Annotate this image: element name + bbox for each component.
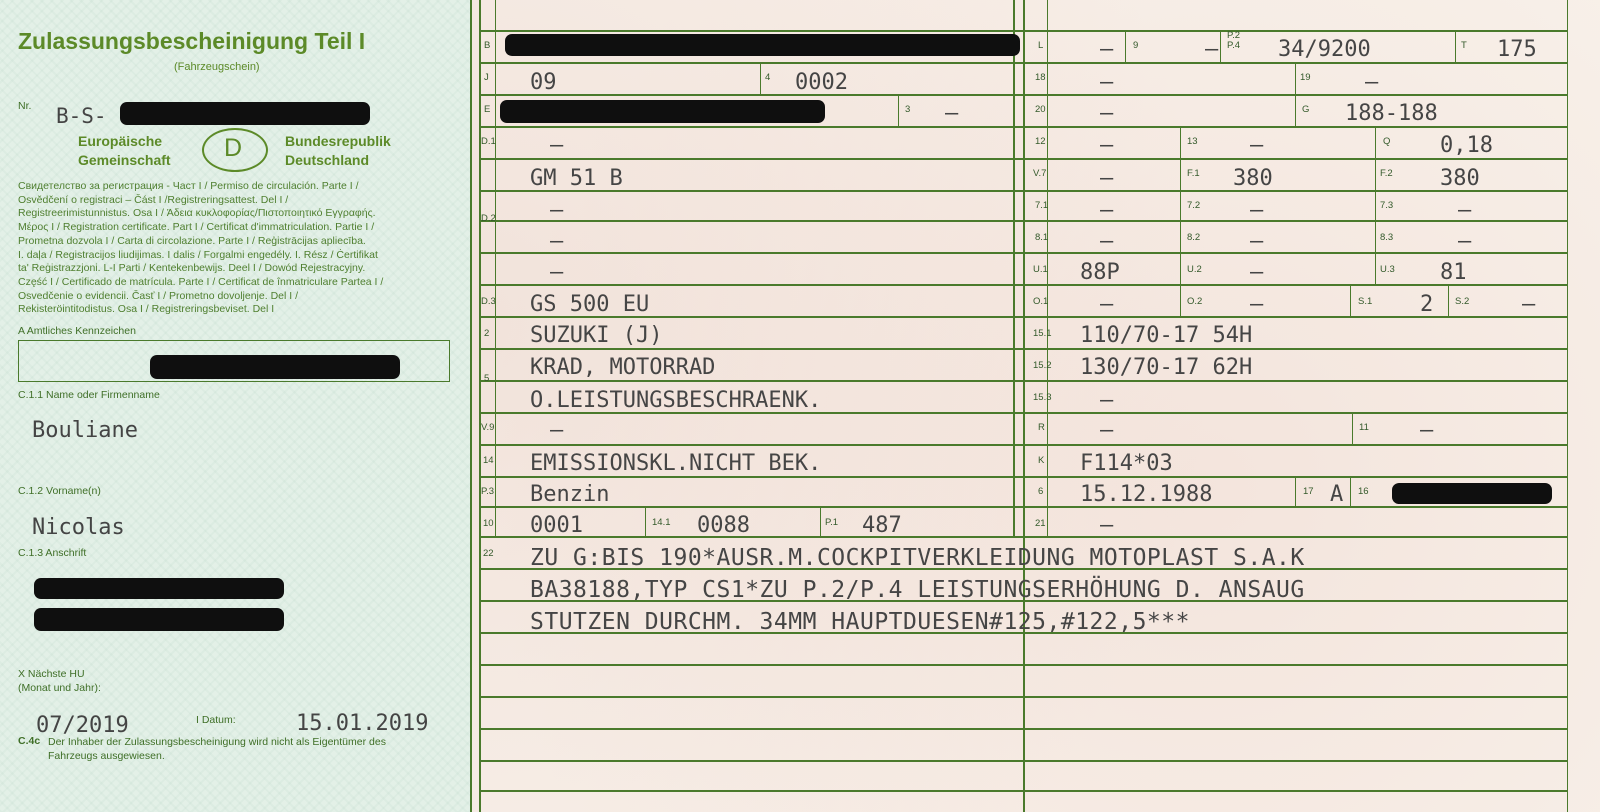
value-P2-P4: 34/9200 xyxy=(1278,37,1371,62)
cell-separator xyxy=(1375,190,1376,220)
cell-separator xyxy=(820,506,821,536)
nr-prefix: B-S- xyxy=(56,104,107,128)
document-title: Zulassungsbescheinigung Teil I xyxy=(18,28,366,54)
cell-separator xyxy=(1180,158,1181,190)
cell-separator xyxy=(1295,94,1296,126)
code-13: 13 xyxy=(1187,136,1198,147)
value-8-1: – xyxy=(1100,229,1114,254)
redaction-address-1 xyxy=(34,578,284,599)
row-line xyxy=(480,220,1567,222)
row-line xyxy=(480,444,1567,446)
code-G: G xyxy=(1302,104,1310,115)
value-10: 0001 xyxy=(530,513,583,538)
divider-right-edge xyxy=(1567,0,1568,812)
owner-note-code: C.4c xyxy=(18,735,41,747)
value-D2-1: GM 51 B xyxy=(530,166,623,191)
row-line xyxy=(480,30,1567,32)
code-4: 4 xyxy=(765,72,771,83)
firstname-label: C.1.2 Vorname(n) xyxy=(18,485,101,497)
cell-separator xyxy=(1448,284,1449,316)
value-K: F114*03 xyxy=(1080,451,1173,476)
value-8-3: – xyxy=(1458,229,1472,254)
redaction-E xyxy=(500,100,825,123)
value-J: 09 xyxy=(530,70,557,95)
holder-name: Bouliane xyxy=(32,418,138,443)
value-S1: 2 xyxy=(1420,292,1434,317)
cell-separator xyxy=(1350,284,1351,316)
value-L: – xyxy=(1100,37,1114,62)
hu-date: 07/2019 xyxy=(36,713,129,738)
value-7-3: – xyxy=(1458,198,1472,223)
code-J: J xyxy=(484,72,489,83)
redaction-address-2 xyxy=(34,608,284,631)
code-K: K xyxy=(1038,455,1045,466)
code-15-2: 15.2 xyxy=(1033,360,1052,371)
row-line xyxy=(480,380,1567,382)
redaction-plate xyxy=(150,355,400,379)
value-U1: 88P xyxy=(1080,260,1120,285)
cell-separator xyxy=(1180,252,1181,284)
cell-separator xyxy=(1352,412,1353,444)
code-U1: U.1 xyxy=(1033,264,1048,275)
hu-label: X Nächste HU (Monat und Jahr): xyxy=(18,668,101,694)
code-U2: U.2 xyxy=(1187,264,1202,275)
code-F1: F.1 xyxy=(1187,168,1200,179)
country-label: Bundesrepublik Deutschland xyxy=(285,133,391,168)
code-P2-P4: P.2 P.4 xyxy=(1227,30,1241,51)
value-14-1: 0088 xyxy=(697,513,750,538)
code-O2: O.2 xyxy=(1187,296,1203,307)
code-E: E xyxy=(484,104,491,115)
remark-line-2: BA38188,TYP CS1*ZU P.2/P.4 LEISTUNGSERHÖHUNG D. ANSAUG xyxy=(530,577,1305,603)
code-Q: Q xyxy=(1383,136,1391,147)
code-8-2: 8.2 xyxy=(1187,232,1201,243)
value-D2-3: – xyxy=(550,229,564,254)
cell-separator xyxy=(1220,30,1221,62)
remark-line-3: STUTZEN DURCHM. 34MM HAUPTDUESEN#125,#122,5*** xyxy=(530,609,1190,635)
code-8-1: 8.1 xyxy=(1035,232,1049,243)
code-D3: D.3 xyxy=(481,296,496,307)
value-P3: Benzin xyxy=(530,482,610,507)
value-15-1: 110/70-17 54H xyxy=(1080,323,1253,348)
value-21: – xyxy=(1100,513,1114,538)
cell-separator xyxy=(1295,62,1296,94)
value-17: A xyxy=(1330,482,1344,507)
value-Q: 0,18 xyxy=(1440,133,1493,158)
code-7-3: 7.3 xyxy=(1380,200,1394,211)
row-line xyxy=(480,536,1567,538)
divider-left-panel xyxy=(470,0,472,812)
cell-separator xyxy=(645,506,646,536)
value-F1: 380 xyxy=(1233,166,1273,191)
plate-label: A Amtliches Kennzeichen xyxy=(18,325,136,337)
issue-date-label: I Datum: xyxy=(196,714,236,726)
nr-label: Nr. xyxy=(18,100,32,112)
code-8-3: 8.3 xyxy=(1380,232,1394,243)
value-D2-4: – xyxy=(550,260,564,285)
value-D2-2: – xyxy=(550,198,564,223)
holder-firstname: Nicolas xyxy=(32,515,125,540)
code-18: 18 xyxy=(1035,72,1046,83)
value-4: 0002 xyxy=(795,70,848,95)
row-line xyxy=(480,790,1567,792)
value-18: – xyxy=(1100,70,1114,95)
code-F2: F.2 xyxy=(1380,168,1393,179)
divider-mid-right-b xyxy=(1023,0,1025,812)
code-6: 6 xyxy=(1038,486,1044,497)
value-13: – xyxy=(1250,133,1264,158)
value-U3: 81 xyxy=(1440,260,1467,285)
value-15-2: 130/70-17 62H xyxy=(1080,355,1253,380)
value-6: 15.12.1988 xyxy=(1080,482,1213,507)
value-D3: GS 500 EU xyxy=(530,292,650,317)
code-15-3: 15.3 xyxy=(1033,392,1052,403)
code-16: 16 xyxy=(1358,486,1369,497)
row-line xyxy=(480,476,1567,478)
cell-separator xyxy=(1350,476,1351,506)
cell-separator xyxy=(898,94,899,126)
code-7-1: 7.1 xyxy=(1035,200,1049,211)
code-2: 2 xyxy=(484,328,490,339)
value-R: – xyxy=(1100,418,1114,443)
redaction-B xyxy=(505,34,1020,56)
code-B: B xyxy=(484,40,491,51)
value-O2: – xyxy=(1250,292,1264,317)
row-line xyxy=(480,252,1567,254)
row-line xyxy=(480,126,1567,128)
divider-code-col xyxy=(495,0,496,536)
row-line xyxy=(480,664,1567,666)
code-11: 11 xyxy=(1359,422,1369,433)
row-line xyxy=(480,348,1567,350)
code-20: 20 xyxy=(1035,104,1046,115)
redaction-16 xyxy=(1392,483,1552,504)
code-17: 17 xyxy=(1303,486,1314,497)
code-O1: O.1 xyxy=(1033,296,1049,307)
value-3: – xyxy=(945,101,959,126)
code-L: L xyxy=(1038,40,1044,51)
owner-note: Der Inhaber der Zulassungsbescheinigung wird nicht als Eigentümer des Fahrzeugs ausgewiesen. xyxy=(48,736,386,762)
cell-separator xyxy=(1180,284,1181,316)
row-line xyxy=(480,62,1567,64)
value-7-2: – xyxy=(1250,198,1264,223)
code-S1: S.1 xyxy=(1358,296,1373,307)
address-label: C.1.3 Anschrift xyxy=(18,547,87,559)
cell-separator xyxy=(1180,220,1181,252)
code-P1: P.1 xyxy=(825,517,839,528)
eu-label: Europäische Gemeinschaft xyxy=(78,133,171,168)
value-11: – xyxy=(1420,418,1434,443)
code-D2: D.2 xyxy=(481,213,496,224)
name-label: C.1.1 Name oder Firmenname xyxy=(18,389,160,401)
cell-separator xyxy=(1125,30,1126,62)
code-14-1: 14.1 xyxy=(652,517,671,528)
divider-mid-right-a xyxy=(1013,0,1015,536)
code-3: 3 xyxy=(905,104,911,115)
value-O1: – xyxy=(1100,292,1114,317)
cell-separator xyxy=(760,62,761,94)
value-15-3: – xyxy=(1100,388,1114,413)
value-2: SUZUKI (J) xyxy=(530,323,663,348)
code-S2: S.2 xyxy=(1455,296,1470,307)
cell-separator xyxy=(1375,158,1376,190)
code-T: T xyxy=(1461,40,1467,51)
code-R: R xyxy=(1038,422,1045,433)
value-8-2: – xyxy=(1250,229,1264,254)
document-subtitle: (Fahrzeugschein) xyxy=(174,61,260,73)
cell-separator xyxy=(1295,476,1296,506)
code-21: 21 xyxy=(1035,518,1046,529)
code-U3: U.3 xyxy=(1380,264,1395,275)
code-5: 5 xyxy=(484,373,490,384)
value-G: 188-188 xyxy=(1345,101,1438,126)
code-22: 22 xyxy=(483,548,494,559)
cell-separator xyxy=(1180,190,1181,220)
row-line xyxy=(480,728,1567,730)
cell-separator xyxy=(1375,126,1376,158)
value-12: – xyxy=(1100,133,1114,158)
row-line xyxy=(480,506,1567,508)
value-S2: – xyxy=(1522,292,1536,317)
value-9: – xyxy=(1205,37,1219,62)
value-5-line2: O.LEISTUNGSBESCHRAENK. xyxy=(530,388,822,413)
code-19: 19 xyxy=(1300,72,1311,83)
code-14: 14 xyxy=(483,455,494,466)
code-15-1: 15.1 xyxy=(1033,328,1052,339)
redaction-nr xyxy=(120,102,370,125)
value-D1: – xyxy=(550,133,564,158)
value-20: – xyxy=(1100,101,1114,126)
code-9: 9 xyxy=(1133,40,1139,51)
value-7-1: – xyxy=(1100,198,1114,223)
code-7-2: 7.2 xyxy=(1187,200,1201,211)
code-V9: V.9 xyxy=(481,422,495,433)
cell-separator xyxy=(1375,220,1376,252)
country-code: D xyxy=(224,134,243,162)
issue-date: 15.01.2019 xyxy=(296,711,429,736)
row-line xyxy=(480,158,1567,160)
row-line xyxy=(480,284,1567,286)
cell-separator xyxy=(1375,252,1376,284)
value-P1: 487 xyxy=(862,513,902,538)
value-5-line1: KRAD, MOTORRAD xyxy=(530,355,716,380)
value-V9: – xyxy=(550,418,564,443)
row-line xyxy=(480,760,1567,762)
code-P3: P.3 xyxy=(481,486,495,497)
value-T: 175 xyxy=(1497,37,1537,62)
row-line xyxy=(480,696,1567,698)
value-F2: 380 xyxy=(1440,166,1480,191)
value-V7: – xyxy=(1100,166,1114,191)
value-U2: – xyxy=(1250,260,1264,285)
translations-block: Свидетелство за регистрация - Част I / Permiso de circulación. Parte I / Osvědčení o registraci – Část I /Registreringsattest. Del I / Registreerimistunnistus. Osa I / Άδεια κυκλοφορίας/Πιστοποιητικό Εγγραφής. Μέρος I / Registration certificate. Part I / Certificat d'immatriculation. Partie I / Prometna dozvola I / Carta di circolazione. Parte I / Reģistrācijas apliecība. I. daļa / Registracijos liudijimas. I dalis / Forgalmi engedély. I. Rész / Ċertifikat ta' Reġistrazzjoni. L-I Parti / Kentekenbewijs. Deel I / Dowód Rejestracyjny. Część I / Certificado de matrícula. Parte I / Certificat de înmatriculare Partea I / Osvedčenie o evidencii. Časť I / Prometno dovoljenje. Del I / Rekisteröintitodistus. Osa I / Registreringsbeviset. Del I xyxy=(18,180,384,316)
row-line xyxy=(480,94,1567,96)
code-10: 10 xyxy=(483,518,494,529)
cell-separator xyxy=(1455,30,1456,62)
value-14: EMISSIONSKL.NICHT BEK. xyxy=(530,451,822,476)
code-D1: D.1 xyxy=(481,136,496,147)
cell-separator xyxy=(1180,126,1181,158)
divider-mid-left xyxy=(479,0,481,812)
value-19: – xyxy=(1365,70,1379,95)
code-12: 12 xyxy=(1035,136,1046,147)
row-line xyxy=(480,190,1567,192)
code-V7: V.7 xyxy=(1033,168,1047,179)
remark-line-1: ZU G:BIS 190*AUSR.M.COCKPITVERKLEIDUNG MOTOPLAST S.A.K xyxy=(530,545,1305,571)
